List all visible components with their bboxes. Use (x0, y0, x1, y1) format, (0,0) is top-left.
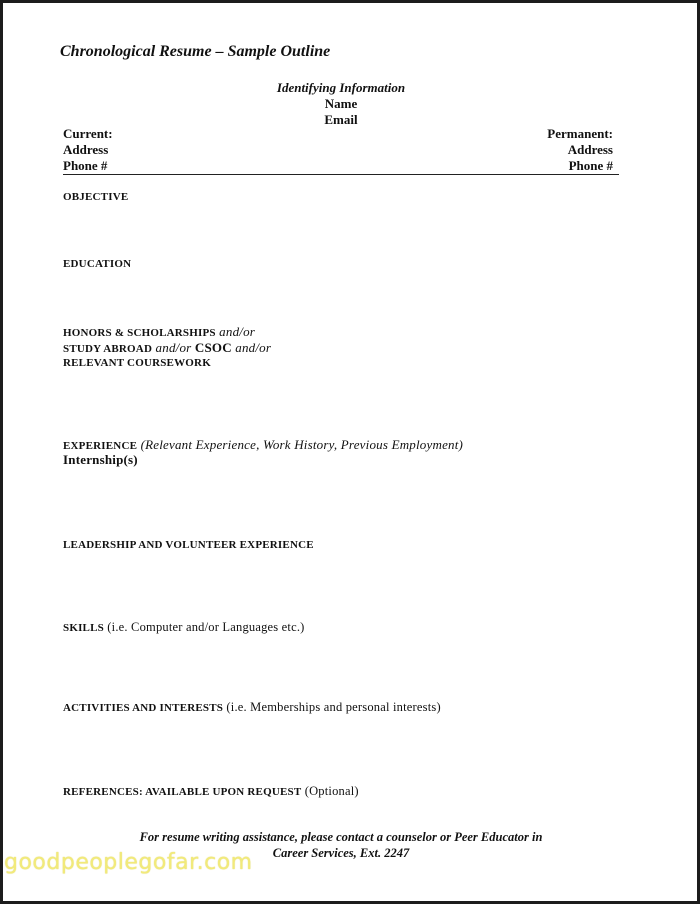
references-note: (Optional) (301, 784, 359, 798)
study-abroad-label: STUDY ABROAD (63, 343, 153, 355)
experience-description: (Relevant Experience, Work History, Previous Employment) (137, 437, 464, 452)
references-label: REFERENCES: AVAILABLE UPON REQUEST (63, 786, 302, 798)
current-address: Address (63, 142, 109, 157)
email-field: Email (324, 112, 358, 127)
section-experience (63, 437, 463, 453)
section-coursework: RELEVANT COURSEWORK (63, 357, 211, 369)
section-activities (63, 700, 441, 715)
permanent-address: Address (567, 142, 613, 157)
activities-description: (i.e. Memberships and personal interests) (223, 700, 441, 714)
honors-connector: and/or (215, 324, 256, 339)
watermark-text: goodpeoplegofar.com (4, 850, 253, 875)
section-honors-line2 (63, 340, 271, 356)
footer-line1: For resume writing assistance, please contact a counselor or Peer Educator in (139, 830, 543, 844)
section-honors-line1 (63, 324, 255, 340)
honors-label: HONORS & SCHOLARSHIPS (63, 327, 216, 339)
skills-label: SKILLS (63, 622, 104, 634)
section-objective: OBJECTIVE (63, 191, 129, 203)
csoc-label: CSOC (194, 340, 232, 355)
permanent-label: Permanent: (547, 126, 613, 141)
internships-label: Internship(s) (63, 452, 138, 467)
section-education: EDUCATION (63, 258, 132, 270)
skills-description: (i.e. Computer and/or Languages etc.) (103, 620, 305, 634)
section-skills (63, 620, 305, 635)
study-abroad-connector: and/or (152, 340, 195, 355)
experience-label: EXPERIENCE (63, 440, 138, 452)
header-divider (63, 174, 619, 175)
identifying-info-heading: Identifying Information (276, 80, 406, 95)
permanent-phone: Phone # (568, 158, 613, 173)
document-title: Chronological Resume – Sample Outline (60, 43, 331, 60)
current-phone: Phone # (63, 158, 108, 173)
section-leadership: LEADERSHIP AND VOLUNTEER EXPERIENCE (63, 539, 314, 551)
csoc-connector: and/or (231, 340, 272, 355)
activities-label: ACTIVITIES AND INTERESTS (63, 702, 224, 714)
current-label: Current: (63, 126, 113, 141)
name-field: Name (324, 96, 358, 111)
section-references (63, 784, 359, 799)
footer-line2: Career Services, Ext. 2247 (272, 846, 410, 860)
